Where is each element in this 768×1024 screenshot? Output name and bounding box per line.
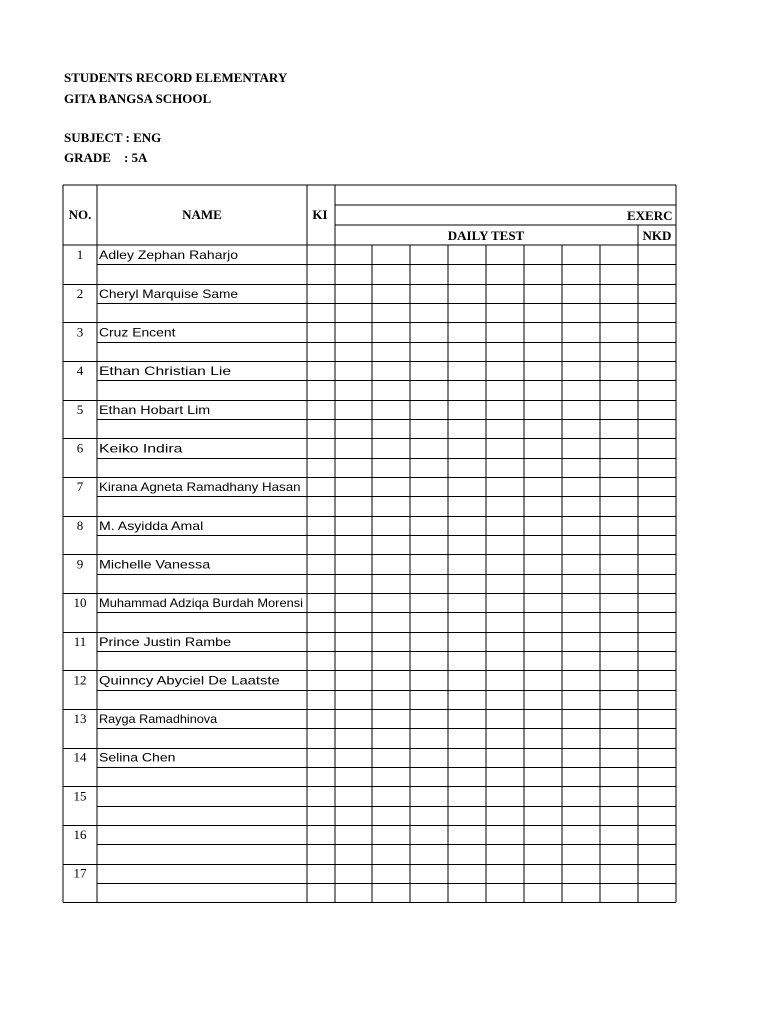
student-number: 8	[76, 517, 84, 533]
student-name: Ethan Christian Lie	[99, 364, 232, 379]
student-number: 12	[73, 672, 87, 688]
student-name: Selina Chen	[99, 750, 176, 765]
student-number: 1	[76, 247, 84, 263]
student-name: Quinncy Abyciel De Laatste	[99, 673, 281, 688]
student-name: Cheryl Marquise Same	[99, 286, 239, 301]
student-name: Cruz Encent	[99, 325, 177, 340]
student-number: 7	[76, 479, 84, 495]
column-header-ki: KI	[312, 207, 328, 222]
student-name: Rayga Ramadhinova	[99, 712, 218, 727]
student-number: 5	[76, 401, 84, 417]
school-record-title: STUDENTS RECORD ELEMENTARY	[64, 70, 288, 85]
student-number: 16	[73, 827, 87, 843]
student-name: Ethan Hobart Lim	[99, 402, 211, 417]
subject-label: SUBJECT : ENG	[64, 130, 162, 145]
student-number: 10	[73, 595, 87, 611]
student-number: 13	[73, 711, 87, 727]
column-header-no: NO.	[68, 207, 92, 222]
column-header-nkd: NKD	[642, 228, 672, 243]
student-number: 14	[73, 749, 87, 765]
student-name: Prince Justin Rambe	[99, 634, 232, 649]
column-group-daily-test: DAILY TEST	[447, 228, 525, 243]
student-number: 4	[76, 363, 84, 379]
student-number: 3	[76, 324, 84, 340]
student-name: Keiko Indira	[99, 441, 183, 456]
student-name: Michelle Vanessa	[99, 557, 211, 572]
student-name: Kirana Agneta Ramadhany Hasan	[99, 480, 301, 495]
student-name: M. Asyidda Amal	[99, 518, 204, 533]
student-number: 6	[76, 440, 84, 456]
student-name: Adley Zephan Raharjo	[99, 248, 239, 263]
student-number: 17	[73, 865, 87, 881]
column-group-exercise: EXERC	[627, 208, 673, 223]
student-name: Muhammad Adziqa Burdah Morensi	[99, 596, 303, 611]
student-number: 9	[76, 556, 84, 572]
column-header-name: NAME	[182, 207, 222, 222]
student-number: 2	[76, 285, 84, 301]
student-number: 15	[73, 788, 87, 804]
grade-label: GRADE : 5A	[64, 150, 148, 165]
student-number: 11	[73, 633, 87, 649]
school-name: GITA BANGSA SCHOOL	[64, 91, 212, 106]
